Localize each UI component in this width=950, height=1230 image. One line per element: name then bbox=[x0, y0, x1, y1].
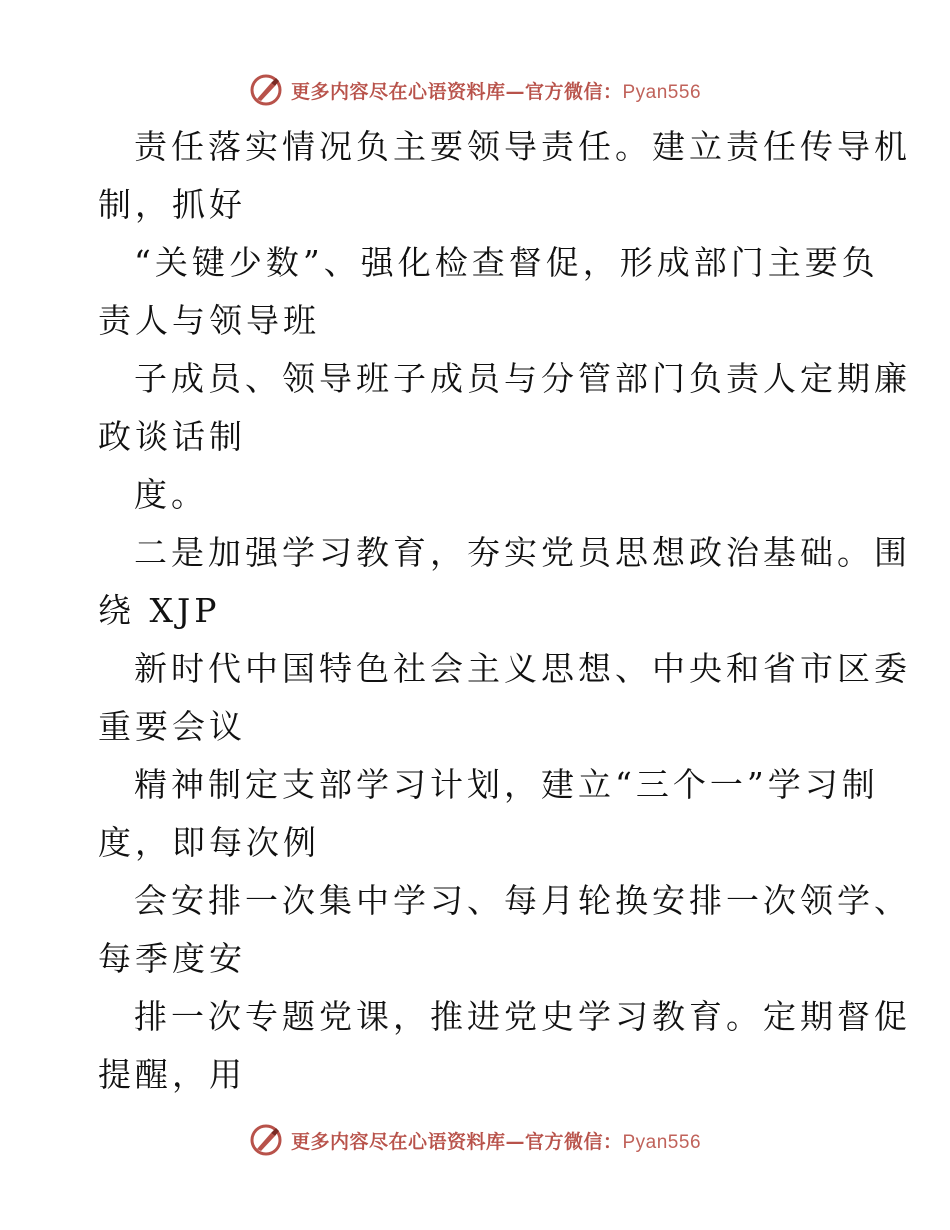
body-text bbox=[98, 118, 911, 1104]
text-line: 重要会议 bbox=[98, 707, 246, 746]
text-line: “关键少数”、强化检查督促，形成部门主要负 bbox=[134, 243, 879, 282]
footer-banner bbox=[0, 1120, 950, 1160]
text-line: 子成员、领导班子成员与分管部门负责人定期廉 bbox=[134, 359, 911, 398]
header-banner-text: 更多内容尽在心语资料库—官方微信：Pyan556 bbox=[290, 80, 702, 103]
text-line: 精神制定支部学习计划，建立“三个一”学习制 bbox=[134, 765, 879, 804]
text-line: 责人与领导班 bbox=[98, 301, 320, 340]
pen-logo-icon bbox=[249, 73, 283, 107]
footer-banner-text: 更多内容尽在心语资料库—官方微信：Pyan556 bbox=[290, 1130, 702, 1153]
text-line: 绕 XJP bbox=[98, 591, 221, 630]
pen-logo-icon bbox=[249, 1123, 283, 1157]
text-line: 责任落实情况负主要领导责任。建立责任传导机 bbox=[134, 127, 911, 166]
header-wechat-id: Pyan556 bbox=[622, 81, 702, 103]
text-line: 每季度安 bbox=[98, 939, 246, 978]
header-banner bbox=[0, 70, 950, 110]
text-line: 制，抓好 bbox=[98, 185, 246, 224]
text-line: 会安排一次集中学习、每月轮换安排一次领学、 bbox=[134, 881, 911, 920]
text-line: 二是加强学习教育，夯实党员思想政治基础。围 bbox=[134, 533, 911, 572]
text-line: 政谈话制 bbox=[98, 417, 246, 456]
footer-wechat-id: Pyan556 bbox=[622, 1131, 702, 1153]
text-line: 排一次专题党课，推进党史学习教育。定期督促 bbox=[134, 997, 911, 1036]
text-line: 度。 bbox=[134, 475, 208, 514]
text-line: 度，即每次例 bbox=[98, 823, 320, 862]
text-line: 新时代中国特色社会主义思想、中央和省市区委 bbox=[134, 649, 911, 688]
text-line: 提醒，用 bbox=[98, 1055, 246, 1094]
